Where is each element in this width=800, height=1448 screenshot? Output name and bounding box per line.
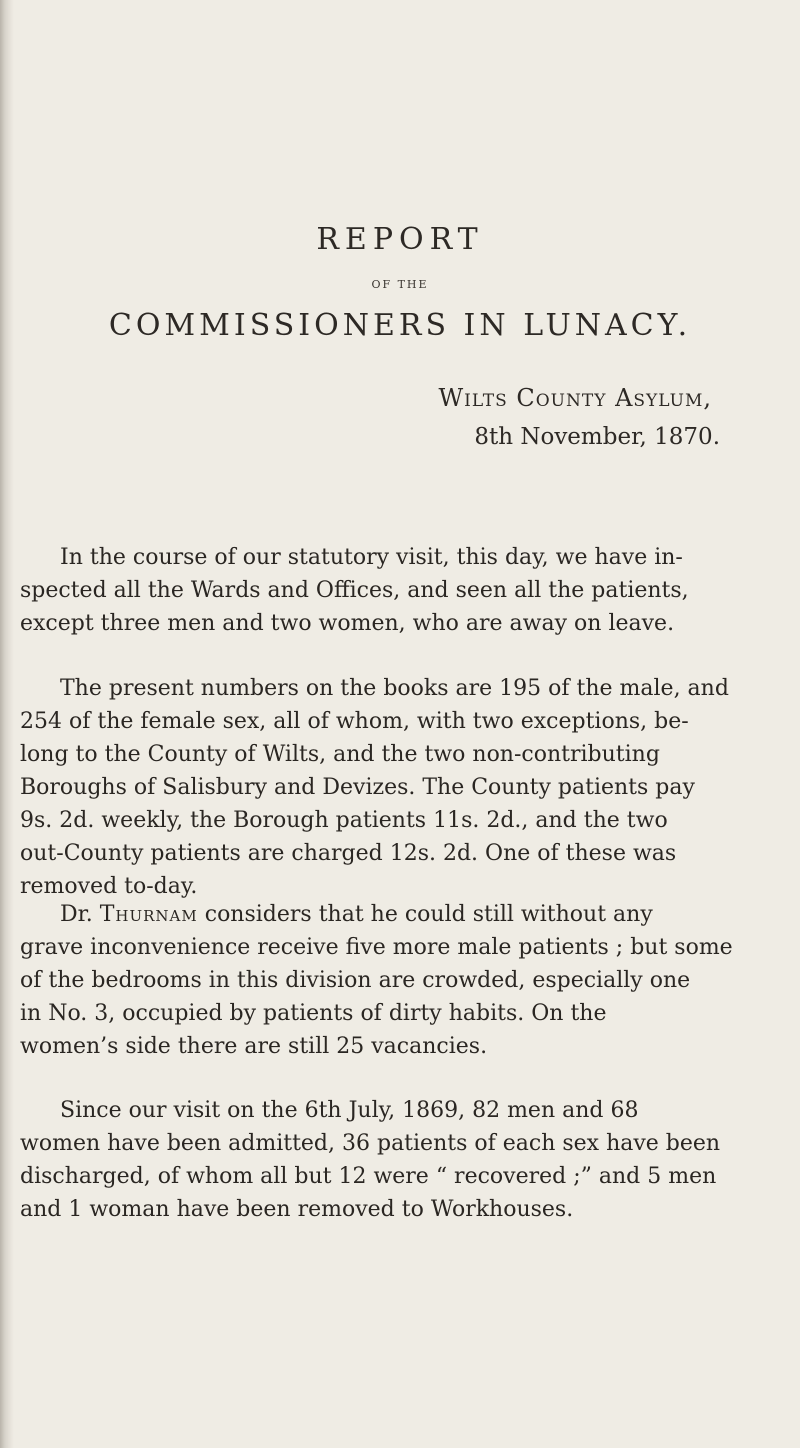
paragraph-line: 254 of the female sex, all of whom, with two exceptions, be-: [20, 709, 689, 734]
paragraph-line: of the bedrooms in this division are crowded, especially one: [20, 968, 691, 993]
paragraph-accommodation: [20, 898, 784, 1063]
paragraph-line: removed to-day.: [20, 874, 198, 899]
paragraph-line: Since our visit on the 6th July, 1869, 82 men and 68: [60, 1098, 639, 1123]
dateline-date: 8th November, 1870.: [474, 424, 720, 450]
paragraph-inspection: [20, 541, 784, 640]
report-body-name: COMMISSIONERS IN LUNACY.: [108, 308, 692, 343]
paragraph-line: discharged, of whom all but 12 were “ recovered ;” and 5 men: [20, 1164, 717, 1189]
paragraph-line: 9s. 2d. weekly, the Borough patients 11s. 2d., and the two: [20, 808, 668, 833]
paragraph-line: and 1 woman have been removed to Workhouses.: [20, 1197, 574, 1222]
first-line-rest: considers that he could still without any: [197, 902, 653, 927]
report-subtitle-of-the: OF THE: [371, 278, 429, 291]
report-title: REPORT: [316, 222, 484, 257]
doctor-prefix: Dr.: [60, 902, 100, 927]
paragraph-numbers: [20, 672, 784, 903]
paragraph-line: out-County patients are charged 12s. 2d. One of these was: [20, 841, 677, 866]
paragraph-line: The present numbers on the books are 195 of the male, and: [60, 676, 729, 701]
paragraph-line: in No. 3, occupied by patients of dirty habits. On the: [20, 1001, 607, 1026]
paragraph-line: Boroughs of Salisbury and Devizes. The County patients pay: [20, 775, 695, 800]
paragraph-line: women’s side there are still 25 vacancies.: [20, 1034, 488, 1059]
paragraph-line: spected all the Wards and Offices, and seen all the patients,: [20, 578, 689, 603]
paragraph-line: except three men and two women, who are away on leave.: [20, 611, 675, 636]
doctor-name: Thurnam: [99, 902, 198, 927]
paragraph-line: grave inconvenience receive five more male patients ; but some: [20, 935, 733, 960]
paragraph-admissions: [20, 1094, 784, 1226]
paragraph-line: [20, 898, 784, 931]
paragraph-line: women have been admitted, 36 patients of each sex have been: [20, 1131, 721, 1156]
paragraph-line: long to the County of Wilts, and the two non-contributing: [20, 742, 660, 767]
paragraph-line: In the course of our statutory visit, this day, we have in-: [60, 545, 683, 570]
dateline-place: Wilts County Asylum,: [438, 384, 712, 412]
